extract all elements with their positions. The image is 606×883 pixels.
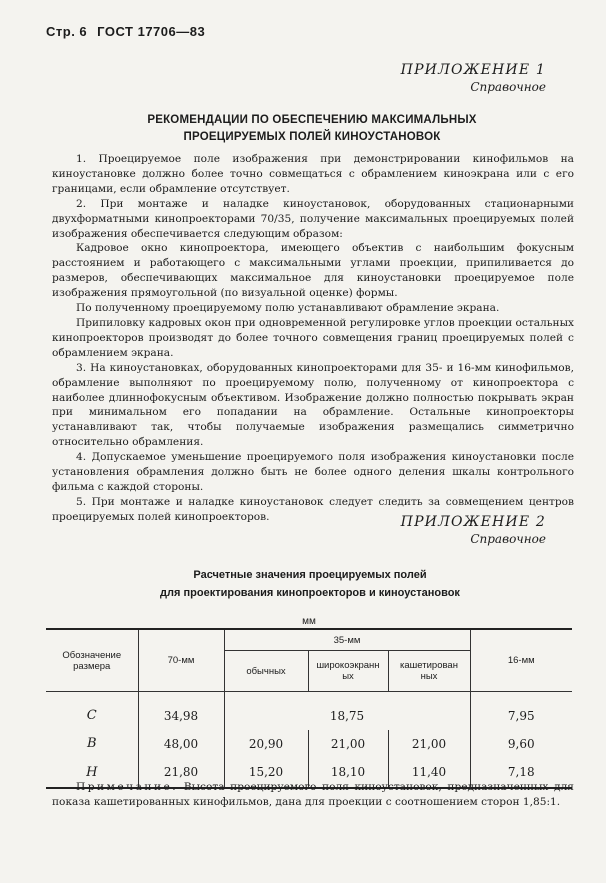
paragraph-2: 2. При монтаже и наладке киноустановок, оборудованных стационарными двухформатными кинопроекторами 70/35, получение максимальных проецируемых полей изображения обеспечивается следующим образом: — [52, 197, 574, 240]
table-note — [52, 780, 574, 810]
cell-70mm: 34,98 — [138, 692, 224, 730]
row-symbol: H — [86, 764, 98, 780]
section-heading — [52, 112, 572, 146]
standard-number: ГОСТ 17706—83 — [97, 24, 206, 39]
header-35mm-regular: обычных — [224, 651, 308, 692]
appendix-2-title: ПРИЛОЖЕНИЕ 2 — [400, 514, 546, 530]
note-text: Высота проецируемого поля киноустановок, предназначенных для показа кашетированных кинофильмов, дана для проекции с соотношением сторон 1,85:1. — [52, 781, 574, 808]
appendix-2-subtitle: Справочное — [470, 532, 546, 546]
projected-fields-table — [46, 614, 572, 789]
row-symbol: B — [86, 736, 97, 751]
section-heading-line-1: РЕКОМЕНДАЦИИ ПО ОБЕСПЕЧЕНИЮ МАКСИМАЛЬНЫХ — [147, 114, 477, 126]
paragraph-2b: По полученному проецируемому полю устанавливают обрамление экрана. — [76, 302, 500, 315]
recommendations-text — [52, 152, 574, 525]
note-label: Примечание. — [76, 781, 179, 793]
table-title — [40, 566, 580, 602]
header-16mm: 16-мм — [470, 629, 572, 692]
header-size-symbol: Обозначение размера — [46, 629, 138, 692]
cell-35mm-widescreen: 21,00 — [308, 730, 388, 758]
header-35mm: 35-мм — [224, 629, 470, 651]
paragraph-2c: Припиловку кадровых окон при одновременной регулировке углов проекции остальных кинопроекторов производят до более точного совмещения границ проецируемых полей с обрамлением экрана. — [52, 316, 574, 359]
cell-35mm-regular: 20,90 — [224, 730, 308, 758]
paragraph-1: 1. Проецируемое поле изображения при демонстрировании кинофильмов на киноустановке должно более точно совмещаться с обрамлением киноэкрана или с его границами, если обрамление отсутствует. — [52, 153, 574, 195]
row-symbol: C — [86, 708, 97, 724]
cell-35mm-merged: 18,75 — [224, 692, 470, 730]
cell-35mm-widescreen: 18,10 — [308, 758, 388, 788]
table-title-line-1: Расчетные значения проецируемых полей — [193, 569, 427, 581]
cell-16mm: 9,60 — [470, 730, 572, 758]
table-unit: мм — [302, 615, 316, 627]
cell-70mm: 21,80 — [138, 758, 224, 788]
header-35mm-cached — [388, 651, 470, 692]
table-row — [46, 730, 572, 758]
paragraph-3: 3. На киноустановках, оборудованных кинопроекторами для 35- и 16-мм кинофильмов, обрамление выполняют по проецируемому полю, полученному от кинопроектора с наиболее длиннофокусным объективом. Изображение должно полностью покрывать экран при минимальном его попадании на обрамление. Остальные кинопроекторы устанавливают так, чтобы получаемые изображения размещались симметрично относительно обрамления. — [52, 361, 574, 449]
cell-35mm-regular: 15,20 — [224, 758, 308, 788]
appendix-1-title: ПРИЛОЖЕНИЕ 1 — [400, 62, 546, 78]
cell-70mm: 48,00 — [138, 730, 224, 758]
header-35mm-widescreen — [308, 651, 388, 692]
paragraph-4: 4. Допускаемое уменьшение проецируемого поля изображения киноустановки после установления обрамления должно быть не более одного деления шкалы контрольного фильма с каждой стороны. — [52, 451, 574, 493]
appendix-1-subtitle: Справочное — [470, 80, 546, 94]
cell-16mm: 7,18 — [470, 758, 572, 788]
header-35mm-widescreen-text: широкоэкранных — [316, 660, 380, 682]
header-35mm-cached-text: кашетированных — [400, 660, 458, 682]
page-number: Стр. 6 — [46, 24, 88, 39]
cell-35mm-cached: 21,00 — [388, 730, 470, 758]
cell-16mm: 7,95 — [470, 692, 572, 730]
header-70mm: 70-мм — [138, 629, 224, 692]
section-heading-line-2: ПРОЕЦИРУЕМЫХ ПОЛЕЙ КИНОУСТАНОВОК — [183, 131, 441, 143]
paragraph-5: 5. При монтаже и наладке киноустановок следует следить за совмещением центров проецируемых полей кинопроекторов. — [52, 495, 574, 523]
cell-35mm-cached: 11,40 — [388, 758, 470, 788]
paragraph-2a: Кадровое окно кинопроектора, имеющего объектив с наибольшим фокусным расстоянием и работающего с максимальными углами проекции, припиливается до размеров, обеспечивающих максимальное для киноустановки проецируемое поле изображения прямоугольной (по визуальной оценке) формы. — [52, 242, 574, 300]
table-title-line-2: для проектирования кинопроекторов и киноустановок — [160, 587, 460, 599]
table-row — [46, 692, 572, 730]
page-header — [46, 24, 205, 39]
